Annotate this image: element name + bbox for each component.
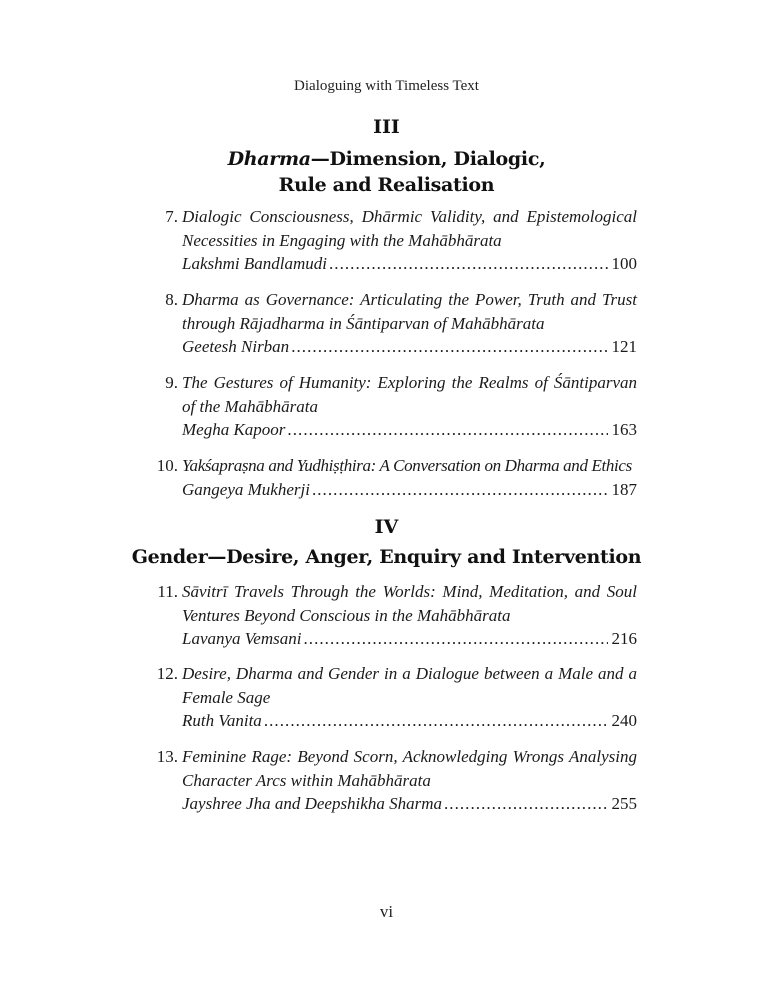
entry-number: 10. <box>156 456 178 475</box>
entry-page-number: 240 <box>611 711 637 730</box>
entry-author: Geetesh Nirban <box>182 337 290 356</box>
dot-leader <box>303 627 607 651</box>
entry-number: 7. <box>165 207 178 226</box>
entry-title: Yakśapraṣna and Yudhiṣṭhira: A Conversation on Dharma and Ethics <box>182 456 632 475</box>
part-title: Gender—Desire, Anger, Enquiry and Intervention <box>131 546 642 568</box>
part-title-italic: Dharma <box>227 148 311 170</box>
entry-number: 12. <box>156 664 178 683</box>
toc-entry[interactable] <box>140 371 637 442</box>
entry-author: Lakshmi Bandlamudi <box>182 254 327 273</box>
running-head: Dialoguing with Timeless Text <box>294 78 479 94</box>
entry-author: Ruth Vanita <box>182 711 262 730</box>
part-title-line-2: Rule and Realisation <box>278 174 495 196</box>
dot-leader <box>329 252 608 276</box>
part-title-line-1 <box>0 146 773 172</box>
toc-entry[interactable] <box>140 288 637 359</box>
part-number: III <box>373 116 400 138</box>
entry-title: Feminine Rage: Beyond Scorn, Acknowledging Wrongs Analysing Character Arcs within Mahābhārata <box>182 747 637 790</box>
toc-entry[interactable] <box>140 662 637 733</box>
part-number: IV <box>374 516 399 538</box>
entry-page-number: 216 <box>611 629 637 648</box>
dot-leader <box>264 709 608 733</box>
dot-leader <box>291 335 607 359</box>
entry-title: The Gestures of Humanity: Exploring the Realms of Śāntiparvan of the Mahābhārata <box>182 373 637 416</box>
entry-title: Dharma as Governance: Articulating the Power, Truth and Trust through Rājadharma in Śāntiparvan of Mahābhārata <box>182 290 637 333</box>
dot-leader <box>287 418 607 442</box>
entry-author: Jayshree Jha and Deepshikha Sharma <box>182 794 442 813</box>
entry-page-number: 187 <box>611 479 637 499</box>
dot-leader <box>444 792 608 816</box>
entry-page-number: 100 <box>611 254 637 273</box>
entry-author: Megha Kapoor <box>182 420 286 439</box>
entry-author: Gangeya Mukherji <box>182 479 310 499</box>
entry-title: Desire, Dharma and Gender in a Dialogue between a Male and a Female Sage <box>182 664 637 707</box>
entry-number: 11. <box>157 582 178 601</box>
entry-author: Lavanya Vemsani <box>182 629 302 648</box>
entry-number: 8. <box>165 290 178 309</box>
entry-number: 9. <box>165 373 178 392</box>
part-title <box>0 146 773 198</box>
entry-number: 13. <box>156 747 178 766</box>
part-title-rest: —Dimension, Dialogic, <box>310 148 546 170</box>
toc-entry[interactable] <box>140 745 637 816</box>
entry-page-number: 121 <box>611 337 637 356</box>
toc-entry[interactable] <box>140 205 637 276</box>
toc-entry[interactable] <box>140 580 637 651</box>
page-folio: vi <box>379 902 394 921</box>
entry-title: Dialogic Consciousness, Dhārmic Validity, and Epistemological Necessities in Engaging with the Mahābhārata <box>182 207 637 250</box>
entry-title: Sāvitrī Travels Through the Worlds: Mind, Meditation, and Soul Ventures Beyond Conscious in the Mahābhārata <box>182 582 637 625</box>
dot-leader <box>312 478 608 502</box>
entry-page-number: 255 <box>611 794 637 813</box>
entry-page-number: 163 <box>611 420 637 439</box>
toc-entry[interactable] <box>140 454 637 501</box>
